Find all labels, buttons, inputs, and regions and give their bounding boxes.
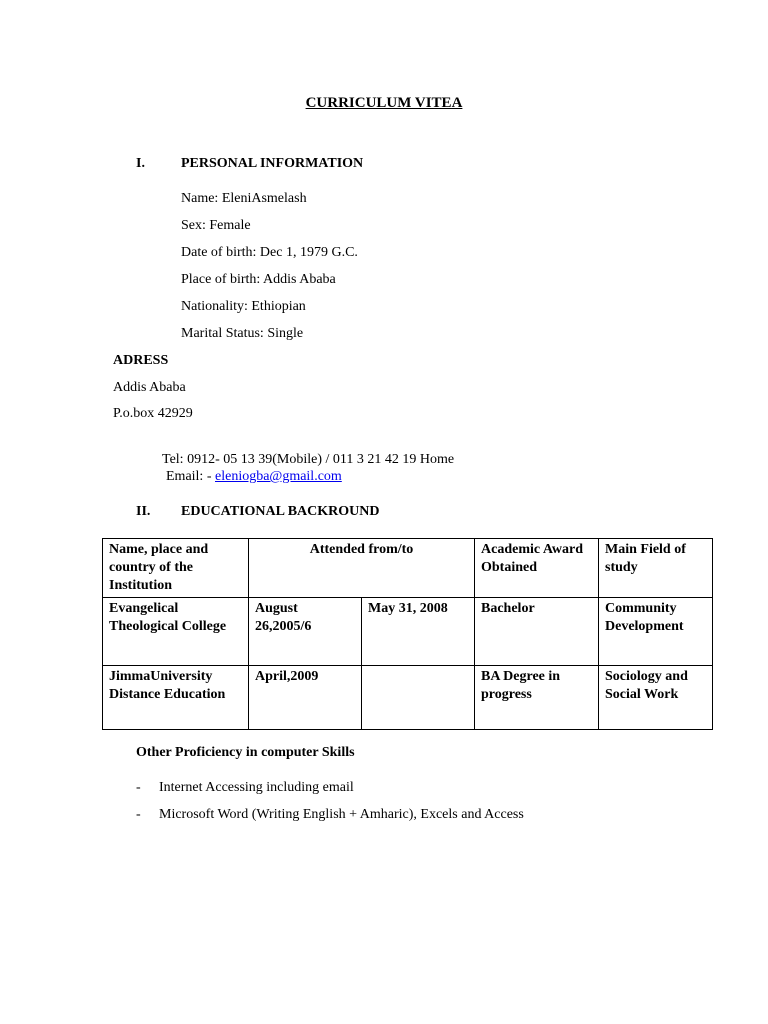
document-title: CURRICULUM VITEA <box>305 95 463 111</box>
table-header-cell: Name, place and country of the Institution <box>103 539 249 598</box>
contact-email-line <box>166 469 342 485</box>
table-cell: JimmaUniversity Distance Education <box>103 666 249 730</box>
skill-item: Internet Accessing including email <box>159 780 354 795</box>
skills-heading: Other Proficiency in computer Skills <box>136 745 355 760</box>
bullet-dash: - <box>136 807 141 822</box>
table-cell: Evangelical Theological College <box>103 598 249 666</box>
contact-email-label: Email: - <box>166 469 212 484</box>
contact-tel: Tel: 0912- 05 13 39(Mobile) / 011 3 21 42 19 Home <box>162 452 455 467</box>
table-header-cell: Main Field of study <box>599 539 713 598</box>
personal-name: Name: EleniAsmelash <box>181 191 307 206</box>
table-header-cell: Academic Award Obtained <box>475 539 599 598</box>
table-row <box>103 666 713 730</box>
table-cell: May 31, 2008 <box>362 598 475 666</box>
table-row <box>103 598 713 666</box>
table-cell: BA Degree in progress <box>475 666 599 730</box>
personal-pob: Place of birth: Addis Ababa <box>181 272 336 287</box>
personal-marital-status: Marital Status: Single <box>181 326 304 341</box>
skill-item: Microsoft Word (Writing English + Amharic), Excels and Access <box>159 807 524 822</box>
table-cell <box>362 666 475 730</box>
table-cell: April,2009 <box>249 666 362 730</box>
table-header-cell: Attended from/to <box>249 539 475 598</box>
personal-sex: Sex: Female <box>181 218 251 233</box>
table-cell: August 26,2005/6 <box>249 598 362 666</box>
personal-nationality: Nationality: Ethiopian <box>181 299 306 314</box>
section-number-2: II. <box>136 504 151 519</box>
address-city: Addis Ababa <box>113 380 186 395</box>
section-heading-personal: PERSONAL INFORMATION <box>181 156 364 171</box>
address-heading: ADRESS <box>113 353 169 368</box>
education-table <box>102 538 713 730</box>
table-cell: Sociology and Social Work <box>599 666 713 730</box>
table-cell: Bachelor <box>475 598 599 666</box>
table-cell: Community Development <box>599 598 713 666</box>
email-link[interactable]: eleniogba@gmail.com <box>215 469 342 484</box>
table-header-row <box>103 539 713 598</box>
personal-dob: Date of birth: Dec 1, 1979 G.C. <box>181 245 358 260</box>
address-pobox: P.o.box 42929 <box>113 406 193 421</box>
bullet-dash: - <box>136 780 141 795</box>
section-heading-education: EDUCATIONAL BACKROUND <box>181 504 380 519</box>
section-number-1: I. <box>136 156 145 171</box>
